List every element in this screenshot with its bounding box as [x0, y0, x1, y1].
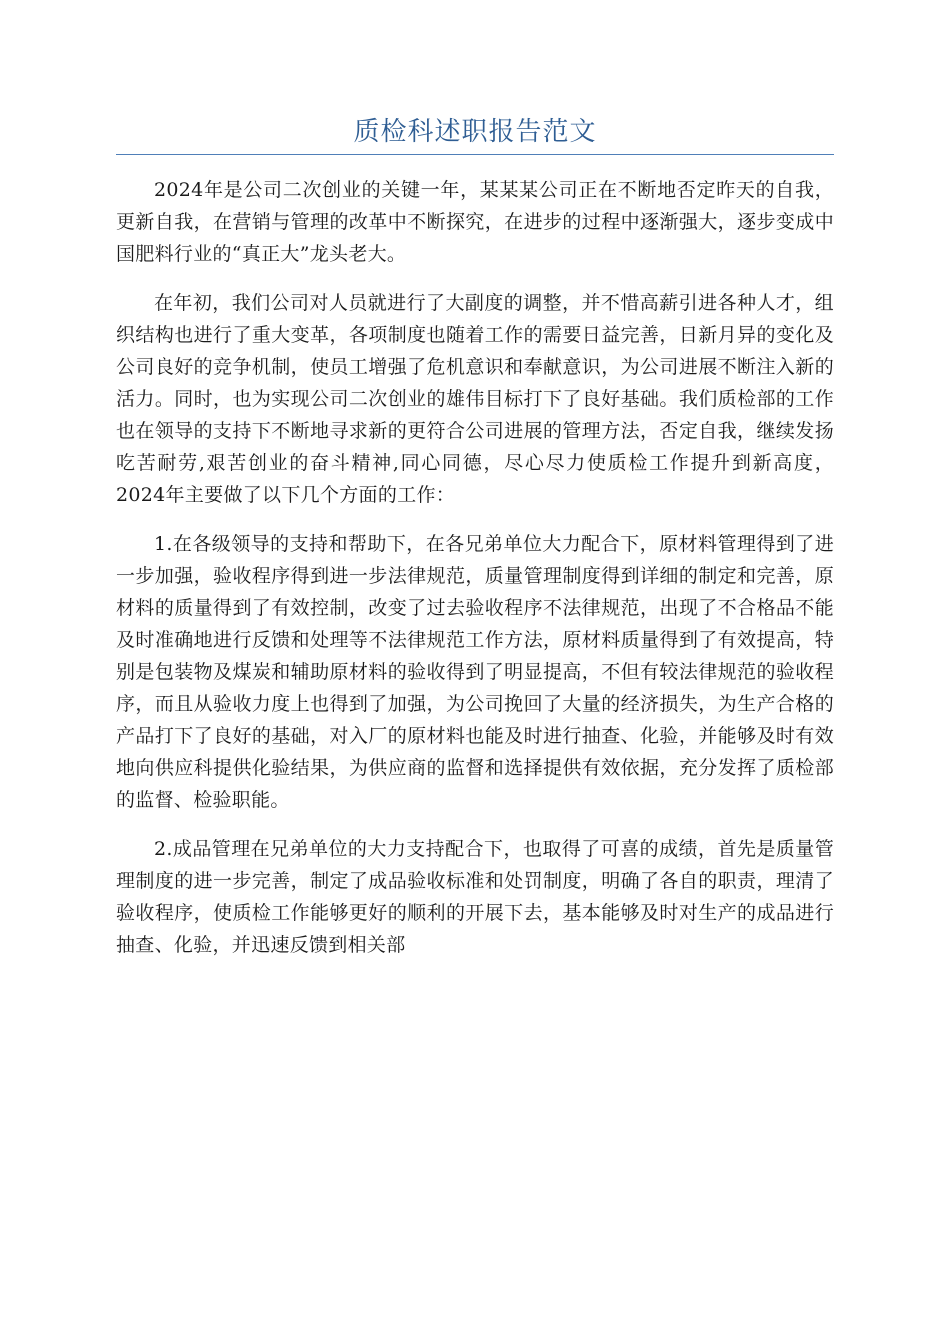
- paragraph-item-1: 1.在各级领导的支持和帮助下，在各兄弟单位大力配合下，原材料管理得到了进一步加强，验收程序得到进一步法律规范，质量管理制度得到详细的制定和完善，原材料的质量得到了有效控制，改变了过去验收程序不法律规范，出现了不合格品不能及时准确地进行反馈和处理等不法律规范工作方法，原材料质量得到了有效提高，特别是包装物及煤炭和辅助原材料的验收得到了明显提高，不但有较法律规范的验收程序，而且从验收力度上也得到了加强，为公司挽回了大量的经济损失，为生产合格的产品打下了良好的基础，对入厂的原材料也能及时进行抽查、化验，并能够及时有效地向供应科提供化验结果，为供应商的监督和选择提供有效依据，充分发挥了质检部的监督、检验职能。: [116, 533, 834, 811]
- paragraph-intro: 2024年是公司二次创业的关键一年，某某某公司正在不断地否定昨天的自我，更新自我，在营销与管理的改革中不断探究，在进步的过程中逐渐强大，逐步变成中国肥料行业的“真正大”龙头老大。: [116, 179, 834, 265]
- document-title: 质检科述职报告范文: [353, 117, 597, 147]
- paragraph-item-2: 2.成品管理在兄弟单位的大力支持配合下，也取得了可喜的成绩，首先是质量管理制度的进一步完善，制定了成品验收标准和处罚制度，明确了各自的职责，理清了验收程序，使质检工作能够更好的顺利的开展下去，基本能够及时对生产的成品进行抽查、化验，并迅速反馈到相关部: [116, 838, 834, 956]
- paragraph-adjustments: 在年初，我们公司对人员就进行了大副度的调整，并不惜高薪引进各种人才，组织结构也进行了重大变革，各项制度也随着工作的需要日益完善，日新月异的变化及公司良好的竞争机制，使员工增强了危机意识和奉献意识，为公司进展不断注入新的活力。同时，也为实现公司二次创业的雄伟目标打下了良好基础。我们质检部的工作也在领导的支持下不断地寻求新的更符合公司进展的管理方法，否定自我，继续发扬吃苦耐劳,艰苦创业的奋斗精神,同心同德，尽心尽力使质检工作提升到新高度，2024年主要做了以下几个方面的工作：: [116, 292, 834, 506]
- document-body: [116, 174, 834, 978]
- title-underline: [116, 154, 834, 155]
